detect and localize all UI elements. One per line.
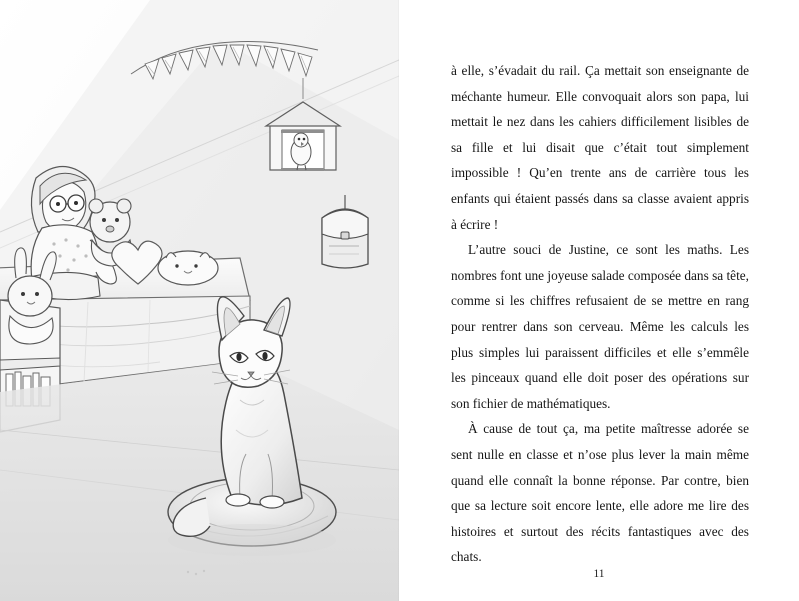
text-page <box>399 0 799 601</box>
paragraph-3: À cause de tout ça, ma petite maîtresse adorée se sent nulle en classe et n’ose plus lever la main même quand elle connaît la bonne réponse. Par contre, bien que sa lecture soit encore lente, elle adore me lire des histoires et surtout des récits fantastiques avec des chats. <box>451 421 749 565</box>
cat-plush-pillow <box>158 251 218 285</box>
paragraph-1: à elle, s’évadait du rail. Ça mettait son enseignante de méchante humeur. Elle convoquait alors son papa, lui mettait le nez dans les cahiers difficilement lisibles de sa fille et lui disait que c’était tout simplement impossible ! Qu’en trente ans de carrière tous les enfants qui étaient passés dans sa classe avaient appris à écrire ! <box>451 63 749 232</box>
bedroom-with-cat-illustration <box>0 0 399 601</box>
page-number: 11 <box>593 568 605 580</box>
paragraph-2: L’autre souci de Justine, ce sont les maths. Les nombres font une joyeuse salade composée dans sa tête, comme si les chiffres refusaient de se mettre en rang pour rentrer dans son cerveau. Même les calculs les plus simples lui paraissent difficiles et elle s’emmêle les pinceaux quand elle doit poser des opérations sur son fichier de mathématiques. <box>451 242 749 411</box>
illustration-page <box>0 0 399 601</box>
body-text <box>451 58 749 570</box>
